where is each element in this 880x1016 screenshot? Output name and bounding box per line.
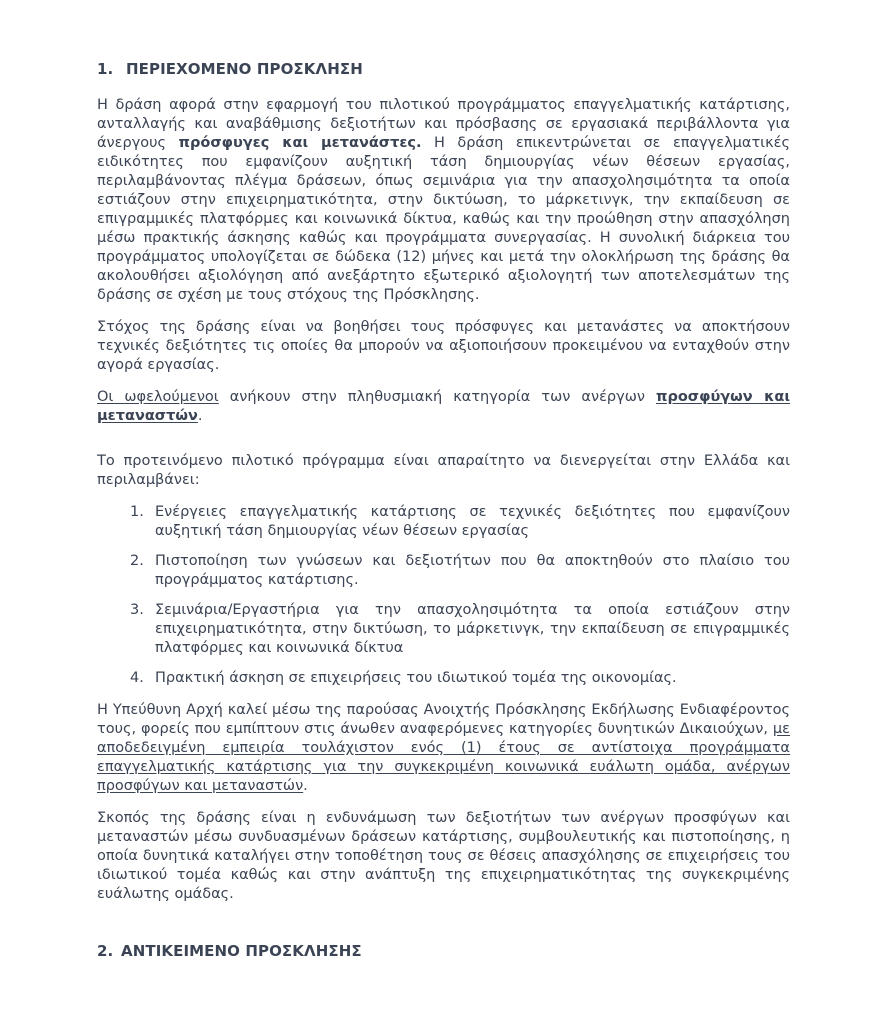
text-run: .: [303, 778, 308, 794]
list-item-number: 2.: [130, 553, 144, 569]
text-run: Η Υπεύθυνη Αρχή καλεί μέσω της παρούσας Ανοιχτής Πρόσκλησης Εκδήλωσης Ενδιαφέροντος τους, φορείς που εμπίπτουν στις άνωθεν αναφερόμενες κατηγορίες δυνητικών Δικαιούχων,: [97, 702, 790, 737]
text-run-bold: πρόσφυγες και μετανάστες.: [178, 135, 422, 151]
text-run-underline: Οι ωφελούμενοι: [97, 389, 219, 405]
section-2-number: 2.: [97, 942, 114, 960]
list-item: [97, 552, 790, 590]
text-run: Η δράση επικεντρώνεται σε επαγγελματικές ειδικότητες που εμφανίζουν αυξητική τάση δημιουργίας νέων θέσεων εργασίας, περιλαμβάνοντας πλέγμα δράσεων, όπως σεμινάρια για την απασχολησιμότητα τα οποία εστιάζουν στην επιχειρηματικότητα, στην δικτύωση, το μάρκετινγκ, την εκπαίδευση σε επιγραμμικές πλατφόρμες και κοινωνικά δίκτυα, καθώς και την προώθηση στην απασχόληση μέσω πρακτικής άσκησης καθώς και προγράμματα συνεργασίας. Η συνολική διάρκεια του προγράμματος υπολογίζεται σε δώδεκα (12) μήνες και μετά την ολοκλήρωση της δράσης θα ακολουθήσει αξιολόγηση από ανεξάρτητο εξωτερικό αξιολογητή των αποτελεσμάτων της δράσης σε σχέση με τους στόχους της Πρόσκλησης.: [97, 135, 790, 303]
text-run: Η δράση αφορά στην εφαρμογή του πιλοτικού προγράμματος επαγγελματικής κατάρτισης, ανταλλαγής και αναβάθμισης δεξιοτήτων και πρόσβασης σε εργασιακά περιβάλλοντα για άνεργους: [97, 97, 790, 151]
paragraph-program-intro: [97, 452, 790, 490]
list-item: [97, 669, 790, 688]
text-run-bold-underline: προσφύγων και μεταναστών: [97, 389, 790, 424]
text-run: Σκοπός της δράσης είναι η ενδυνάμωση των δεξιοτήτων των ανέργων προσφύγων και μεταναστών μέσω συνδυασμένων δράσεων κατάρτισης, συμβουλευτικής και πιστοποίησης, η οποία δυνητικά καταλήγει στην τοποθέτηση τους σε θέσεις απασχόλησης σε επιχειρήσεις του ιδιωτικού τομέα καθώς και στην ανάπτυξη της επιχειρηματικότητας της συγκεκριμένης ευάλωτης ομάδας.: [97, 810, 790, 902]
section-2-title: ΑΝΤΙΚΕΙΜΕΝΟ ΠΡΟΣΚΛΗΣΗΣ: [121, 942, 362, 960]
text-run: ανήκουν στην πληθυσμιακή κατηγορία των ανέργων: [218, 389, 656, 405]
paragraph-beneficiaries: [97, 388, 790, 426]
list-item: [97, 503, 790, 541]
text-run: Το προτεινόμενο πιλοτικό πρόγραμμα είναι απαραίτητο να διενεργείται στην Ελλάδα και περιλαμβάνει:: [97, 453, 790, 488]
paragraph-action-goal: [97, 318, 790, 375]
section-2-heading: [97, 942, 790, 960]
text-run: Στόχος της δράσης είναι να βοηθήσει τους πρόσφυγες και μετανάστες να αποκτήσουν τεχνικές δεξιότητες τις οποίες θα μπορούν να αξιοποιήσουν προκειμένου να ενταχθούν στην αγορά εργασίας.: [97, 319, 790, 373]
program-actions-list: [97, 503, 790, 688]
text-run: .: [197, 408, 203, 424]
paragraph-action-description: [97, 96, 790, 305]
list-item-number: 4.: [130, 670, 144, 686]
list-item-text: Ενέργειες επαγγελματικής κατάρτισης σε τεχνικές δεξιότητες που εμφανίζουν αυξητική τάση δημιουργίας νέων θέσεων εργασίας: [155, 504, 790, 539]
paragraph-action-purpose: [97, 809, 790, 904]
text-run-underline: με αποδεδειγμένη εμπειρία τουλάχιστον ενός (1) έτους σε αντίστοιχα προγράμματα επαγγελματικής κατάρτισης για την συγκεκριμένη κοινωνικά ευάλωτη ομάδα, ανέργων προσφύγων και μεταναστών: [97, 721, 790, 794]
section-1-number: 1.: [97, 60, 114, 78]
section-1-title: ΠΕΡΙΕΧΟΜΕΝΟ ΠΡΟΣΚΛΗΣΗ: [126, 60, 363, 78]
list-item-number: 1.: [130, 504, 144, 520]
list-item-text: Πιστοποίηση των γνώσεων και δεξιοτήτων που θα αποκτηθούν στο πλαίσιο του προγράμματος κατάρτισης.: [155, 553, 790, 588]
paragraph-call-to-bodies: [97, 701, 790, 796]
list-item: [97, 601, 790, 658]
list-item-number: 3.: [130, 602, 144, 618]
list-item-text: Πρακτική άσκηση σε επιχειρήσεις του ιδιωτικού τομέα της οικονομίας.: [155, 670, 677, 686]
list-item-text: Σεμινάρια/Εργαστήρια για την απασχολησιμότητα τα οποία εστιάζουν στην επιχειρηματικότητα, στην δικτύωση, το μάρκετινγκ, την εκπαίδευση σε επιγραμμικές πλατφόρμες και κοινωνικά δίκτυα: [155, 602, 790, 656]
section-1-heading: [97, 60, 790, 78]
